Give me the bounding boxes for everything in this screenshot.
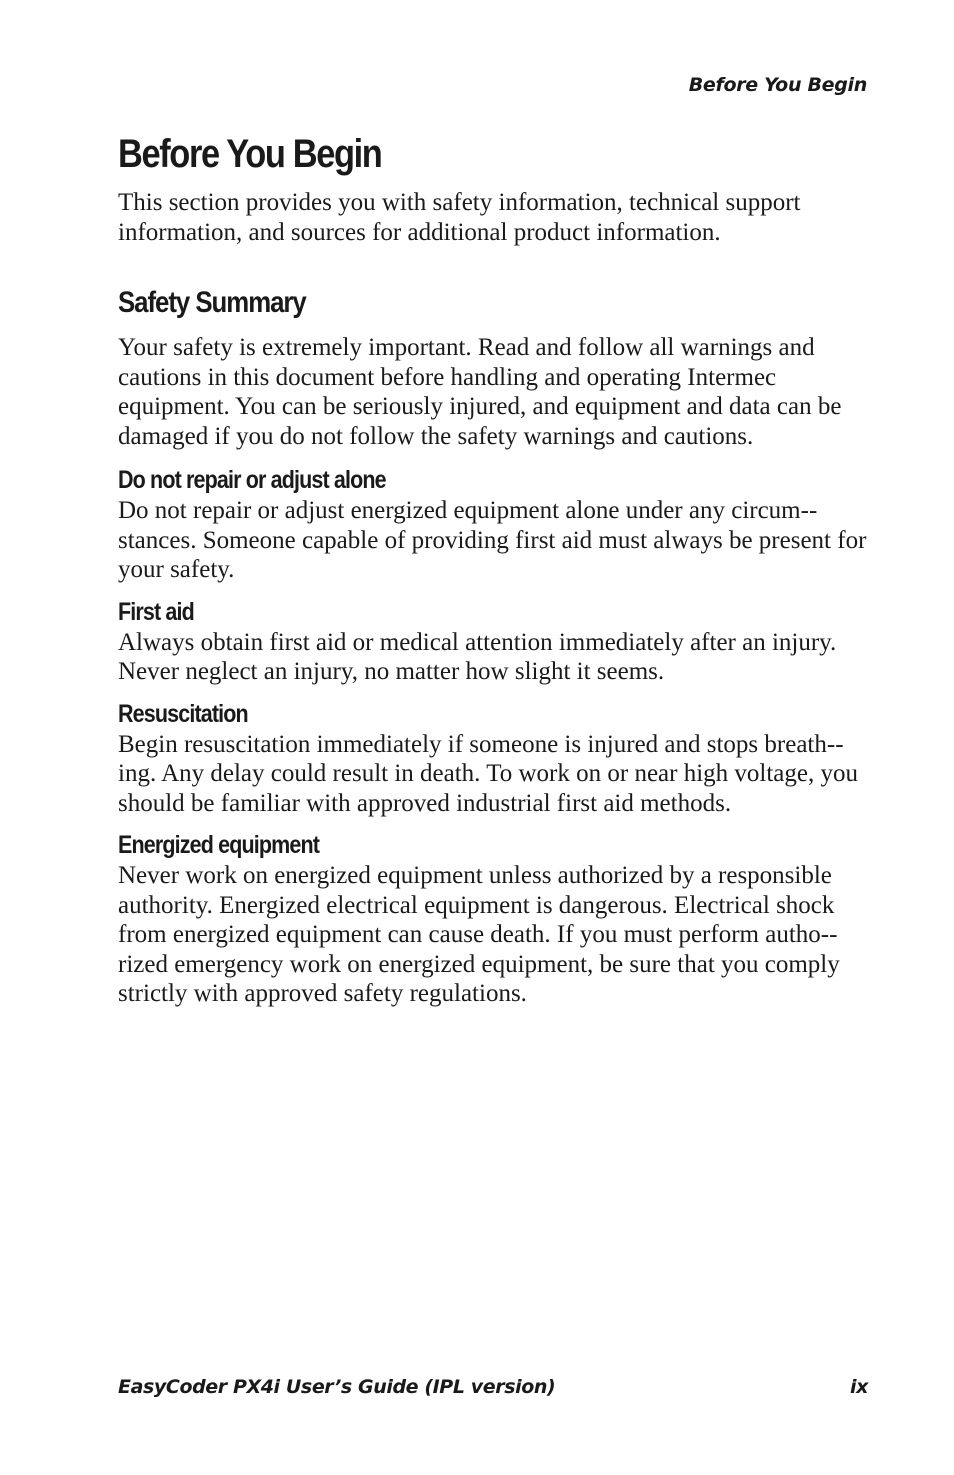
repair-alone-paragraph: Do not repair or adjust energized equipment alone under any circum-stances. Someone capable of providing first aid must always be present for your safety. xyxy=(118,497,867,583)
first-aid-heading: First aid xyxy=(118,597,194,626)
energized-equipment-heading: Energized equipment xyxy=(118,831,320,859)
page-content xyxy=(118,128,868,1009)
repair-alone-heading: Do not repair or adjust alone xyxy=(118,466,386,494)
page-title: Before You Begin xyxy=(118,132,382,176)
first-aid-paragraph: Always obtain first aid or medical attention immediately after an injury. Never neglect an injury, no matter how slight it seems. xyxy=(118,628,837,685)
safety-summary-paragraph: Your safety is extremely important. Read and follow all warnings and cautions in this document before handling and operating Intermec equipment. You can be seriously injured, and equipment and data can be damaged if you do not follow the safety warnings and cautions. xyxy=(118,334,842,450)
running-header: Before You Begin xyxy=(688,74,867,96)
footer-guide-title: EasyCoder PX4i User’s Guide (IPL version) xyxy=(118,1376,556,1398)
page-footer xyxy=(118,1376,868,1398)
intro-paragraph: This section provides you with safety information, technical support information, and sources for additional product information. xyxy=(118,189,801,246)
resuscitation-heading: Resuscitation xyxy=(118,699,248,728)
safety-summary-heading: Safety Summary xyxy=(118,286,306,319)
footer-page-number: ix xyxy=(850,1376,868,1398)
energized-equipment-paragraph: Never work on energized equipment unless authorized by a responsible authority. Energized electrical equipment is dangerous. Electrical shock from energized equipment can cause death. If you must perform autho-rized emergency work on energized equipment, be sure that you comply strictly with approved safety regulations. xyxy=(118,862,840,1007)
resuscitation-paragraph: Begin resuscitation immediately if someone is injured and stops breath-ing. Any delay could result in death. To work on or near high voltage, you should be familiar with approved industrial first aid methods. xyxy=(118,730,859,817)
